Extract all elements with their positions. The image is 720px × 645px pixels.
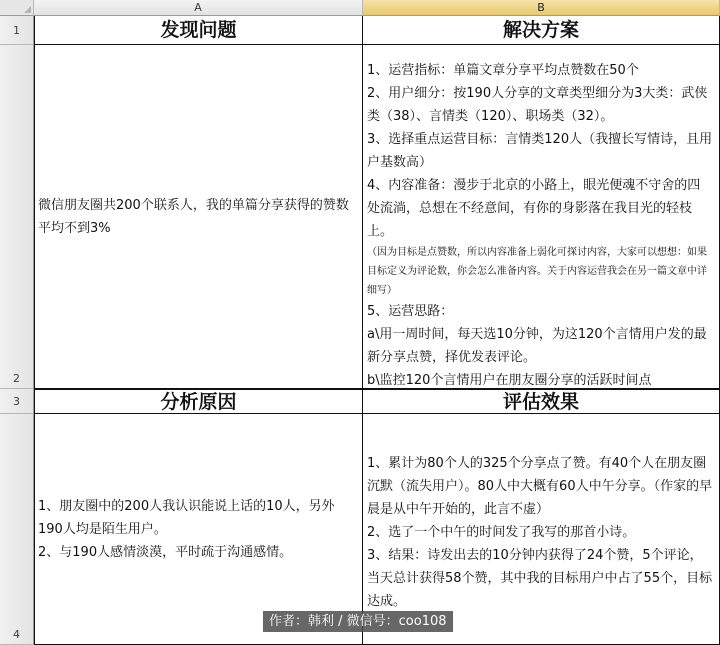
select-all-corner[interactable] bbox=[0, 0, 34, 16]
solution-line: a\用一周时间，每天选10分钟，为这120个言情用户发的最新分享点赞，择优发表评论。 bbox=[367, 327, 707, 365]
cell-a2[interactable] bbox=[34, 45, 363, 389]
row-number: 4 bbox=[13, 628, 20, 641]
solution-line: 5、运营思路： bbox=[367, 304, 454, 319]
solution-line: 3、选择重点运营目标：言情类120人（我擅长写情诗，且用户基数高） bbox=[367, 132, 713, 170]
row-number: 3 bbox=[13, 395, 20, 408]
column-header-b[interactable]: B bbox=[363, 0, 720, 16]
column-header-a[interactable]: A bbox=[34, 0, 363, 16]
cause-line: 1、朋友圈中的200人我认识能说上话的10人，另外190人均是陌生用户。 bbox=[38, 498, 335, 537]
cell-b3-evaluate-effect[interactable]: 评估效果 bbox=[363, 389, 720, 414]
effect-line: 2、选了一个中午的时间发了我写的那首小诗。 bbox=[367, 525, 636, 540]
cell-b1-solution[interactable]: 解决方案 bbox=[363, 16, 720, 45]
effect-line: 1、累计为80个人的325个分享点了赞。有40个人在朋友圈沉默（流失用户）。80人中大概有60人中午分享。（作家的早晨是从中午开始的，此言不虚） bbox=[367, 456, 713, 517]
solution-line: 2、用户细分：按190人分享的文章类型细分为3大类：武侠类（38）、言情类（120）、职场类（32）。 bbox=[367, 86, 708, 124]
row-header-2[interactable] bbox=[0, 45, 34, 389]
row-header-4[interactable] bbox=[0, 414, 34, 645]
row-header-1[interactable] bbox=[0, 16, 34, 45]
solution-line: 1、运营指标：单篇文章分享平均点赞数在50个 bbox=[367, 63, 639, 78]
cell-a3-analyze-cause[interactable]: 分析原因 bbox=[34, 389, 363, 414]
author-watermark: 作者：韩利 / 微信号：coo108 bbox=[263, 611, 453, 632]
row-number: 1 bbox=[13, 24, 20, 37]
effect-line: 3、结果：诗发出去的10分钟内获得了24个赞，5个评论，当天总计获得58个赞，其中我的目标用户中占了55个，目标达成。 bbox=[367, 548, 713, 609]
solution-note: （因为目标是点赞数，所以内容准备上弱化可探讨内容，大家可以想想：如果目标定义为评论数，你会怎么准备内容。关于内容运营我会在另一篇文章中详细写） bbox=[367, 247, 707, 296]
row-header-3[interactable] bbox=[0, 389, 34, 414]
cell-b2[interactable] bbox=[363, 45, 720, 389]
solution-line: b\监控120个言情用户在朋友圈分享的活跃时间点 bbox=[367, 373, 652, 388]
cause-line: 2、与190人感情淡漠，平时疏于沟通感情。 bbox=[38, 544, 293, 560]
solution-line: 4、内容准备：漫步于北京的小路上，眼光便魂不守舍的四处流淌，总想在不经意间，有你的身影落在我目光的轻枝上。 bbox=[367, 178, 701, 239]
cause-list bbox=[38, 495, 359, 564]
row-number: 2 bbox=[13, 372, 20, 385]
cell-a2-text: 微信朋友圈共200个联系人，我的单篇分享获得的赞数平均不到3% bbox=[38, 197, 349, 236]
column-header-row bbox=[0, 0, 720, 16]
cell-a1-discover-problem[interactable]: 发现问题 bbox=[34, 16, 363, 45]
